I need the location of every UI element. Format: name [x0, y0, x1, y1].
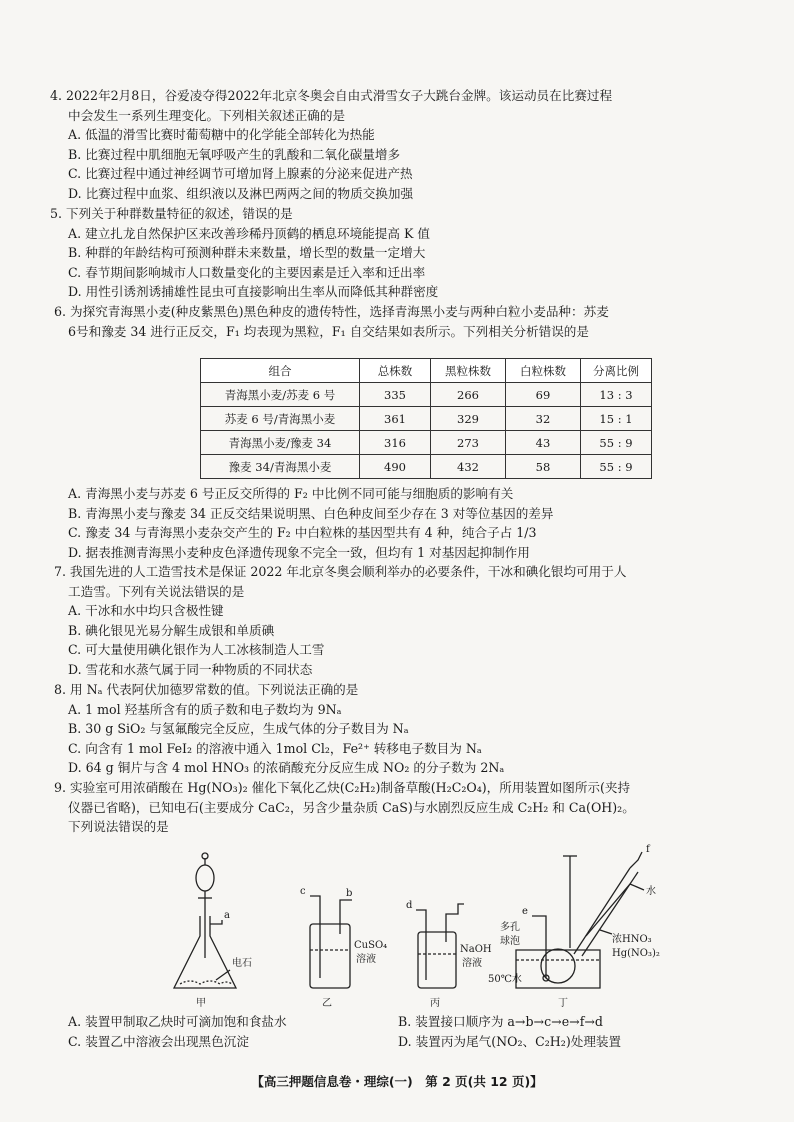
table-cell: 青海黑小麦/苏麦 6 号: [201, 383, 360, 407]
table-header-cell: 总株数: [360, 359, 431, 383]
naoh-solution-label: 溶液: [462, 958, 482, 969]
table-cell: 32: [506, 407, 581, 431]
hg-nitrate-label: Hg(NO₃)₂: [612, 948, 660, 959]
q7-option-c: C. 可大量使用碘化银作为人工冰核制造人工雪: [68, 642, 325, 658]
table-row: [201, 407, 652, 431]
question-9-options: [68, 1012, 748, 1051]
table-cell: 329: [431, 407, 506, 431]
q6-option-d: D. 据表推测青海黑小麦种皮色泽遗传现象不完全一致，但均有 1 对基因起抑制作用: [68, 544, 530, 560]
q9-stem-line3: 下列说法错误的是: [68, 819, 169, 835]
cuso4-solution-label: 溶液: [356, 954, 376, 965]
table-cell: 青海黑小麦/豫麦 34: [201, 431, 360, 455]
table-row: [201, 383, 652, 407]
table-row: [201, 431, 652, 455]
q5-option-c: C. 春节期间影响城市人口数量变化的主要因素是迁入率和迁出率: [68, 264, 426, 280]
question-8: [54, 680, 748, 778]
q6-option-a: A. 青海黑小麦与苏麦 6 号正反交所得的 F₂ 中比例不同可能与细胞质的影响有关: [68, 486, 514, 501]
calcium-carbide-label: 电石: [232, 958, 252, 969]
q8-option-b: B. 30 g SiO₂ 与氢氟酸完全反应，生成气体的分子数目为 Nₐ: [68, 721, 409, 737]
table-header-cell: 白粒株数: [506, 359, 581, 383]
q4-option-c: C. 比赛过程中通过神经调节可增加肾上腺素的分泌来促进产热: [68, 166, 413, 182]
q4-option-d: D. 比赛过程中血浆、组织液以及淋巴两两之间的物质交换加强: [68, 185, 414, 201]
apparatus-yi-label: 乙: [322, 998, 332, 1009]
q4-option-a: A. 低温的滑雪比赛时葡萄糖中的化学能全部转化为热能: [68, 127, 375, 143]
port-b-label: b: [346, 888, 353, 899]
port-d-label: d: [406, 900, 413, 911]
apparatus-figure: [160, 838, 720, 1010]
table-header-cell: 黑粒株数: [431, 359, 506, 383]
q7-option-b: B. 碘化银见光易分解生成银和单质碘: [68, 622, 275, 638]
q4-option-b: B. 比赛过程中肌细胞无氧呼吸产生的乳酸和二氧化碳量增多: [68, 146, 401, 162]
q7-stem-line2: 工造雪。下列有关说法错误的是: [68, 583, 245, 599]
q9-option-d: D. 装置丙为尾气(NO₂、C₂H₂)处理装置: [398, 1033, 622, 1049]
q6-stem-line1: 6. 为探究青海黑小麦(种皮紫黑色)黑色种皮的遗传特性，选择青海黑小麦与两种白粒小麦品种：苏麦: [54, 304, 609, 319]
table-cell: 432: [431, 455, 506, 479]
table-header-row: [201, 359, 652, 383]
q7-option-d: D. 雪花和水蒸气属于同一种物质的不同状态: [68, 661, 313, 677]
question-4: [50, 86, 748, 204]
naoh-label: NaOH: [460, 944, 492, 955]
question-5: [50, 204, 748, 302]
porous-bulb-label-1: 多孔: [500, 922, 520, 933]
bottle-bing: [416, 904, 464, 988]
question-7: [54, 562, 748, 680]
question-6-options: [68, 484, 748, 562]
q4-stem-line2: 中会发生一系列生理变化。下列相关叙述正确的是: [68, 107, 346, 123]
q8-stem: 8. 用 Nₐ 代表阿伏加德罗常数的值。下列说法正确的是: [54, 682, 359, 697]
table-cell: 361: [360, 407, 431, 431]
table-cell: 55 : 9: [581, 455, 652, 479]
cuso4-label: CuSO₄: [354, 940, 388, 951]
apparatus-bing-label: 丙: [430, 998, 440, 1009]
q9-options-row-1: [68, 1012, 748, 1032]
port-a-label: a: [224, 910, 230, 921]
q8-option-c: C. 向含有 1 mol FeI₂ 的溶液中通入 1mol Cl₂，Fe²⁺ 转移电子数目为 Nₐ: [68, 740, 482, 756]
q5-option-b: B. 种群的年龄结构可预测种群未来数量，增长型的数量一定增大: [68, 245, 426, 261]
q5-option-a: A. 建立扎龙自然保护区来改善珍稀丹顶鹤的栖息环境能提高 K 值: [68, 225, 430, 241]
q5-stem: 5. 下列关于种群数量特征的叙述，错误的是: [50, 206, 293, 221]
table-cell: 55 : 9: [581, 431, 652, 455]
q9-option-a: A. 装置甲制取乙炔时可滴加饱和食盐水: [68, 1014, 287, 1029]
port-c-label: c: [300, 886, 306, 897]
apparatus-jia-label: 甲: [196, 998, 206, 1009]
question-6: [54, 302, 748, 341]
bottle-yi: [310, 896, 352, 988]
port-f-label: f: [646, 844, 650, 855]
q9-stem-line1: 9. 实验室可用浓硝酸在 Hg(NO₃)₂ 催化下氧化乙炔(C₂H₂)制备草酸(H₂C₂O₄)，所用装置如图所示(夹持: [54, 780, 631, 795]
table-header-cell: 组合: [201, 359, 360, 383]
water-bath-label: 50℃水: [488, 974, 522, 985]
question-9: [54, 778, 748, 837]
porous-bulb-label-2: 球泡: [500, 936, 520, 947]
q7-option-a: A. 干冰和水中均只含极性键: [68, 603, 224, 619]
table-cell: 13 : 3: [581, 383, 652, 407]
table-row: [201, 455, 652, 479]
table-cell: 43: [506, 431, 581, 455]
port-e-label: e: [522, 906, 528, 917]
table-header-cell: 分离比例: [581, 359, 652, 383]
q7-stem-line1: 7. 我国先进的人工造雪技术是保证 2022 年北京冬奥会顺利举办的必要条件，干冰和碘化银均可用于人: [54, 564, 627, 579]
table-cell: 豫麦 34/青海黑小麦: [201, 455, 360, 479]
q6-option-b: B. 青海黑小麦与豫麦 34 正反交结果说明黑、白色种皮间至少存在 3 对等位基因的差异: [68, 505, 554, 521]
q8-option-a: A. 1 mol 羟基所含有的质子数和电子数均为 9Nₐ: [68, 701, 342, 717]
table-cell: 266: [431, 383, 506, 407]
page-footer: 【高三押题信息卷・理综(一) 第 2 页(共 12 页)】: [251, 1074, 543, 1089]
q5-option-d: D. 用性引诱剂诱捕雄性昆虫可直接影响出生率从而降低其种群密度: [68, 284, 439, 300]
table-cell: 335: [360, 383, 431, 407]
table-cell: 58: [506, 455, 581, 479]
table-cell: 15 : 1: [581, 407, 652, 431]
q8-option-d: D. 64 g 铜片与含 4 mol HNO₃ 的浓硝酸充分反应生成 NO₂ 的分子数为 2Nₐ: [68, 760, 505, 776]
q9-option-c: C. 装置乙中溶液会出现黑色沉淀: [68, 1033, 249, 1049]
conc-hno3-label: 浓HNO₃: [612, 934, 652, 945]
table-cell: 苏麦 6 号/青海黑小麦: [201, 407, 360, 431]
table-cell: 490: [360, 455, 431, 479]
q9-options-row-2: [68, 1032, 748, 1052]
q6-stem-line2: 6号和豫麦 34 进行正反交，F₁ 均表现为黑粒，F₁ 自交结果如表所示。下列相关分析错误的是: [68, 323, 589, 339]
table-cell: 273: [431, 431, 506, 455]
table-cell: 316: [360, 431, 431, 455]
q9-option-b: B. 装置接口顺序为 a→b→c→e→f→d: [398, 1014, 603, 1029]
table-cell: 69: [506, 383, 581, 407]
apparatus-ding-label: 丁: [558, 998, 568, 1009]
q4-stem-line1: 4. 2022年2月8日，谷爱凌夺得2022年北京冬奥会自由式滑雪女子大跳台金牌。该运动员在比赛过程: [50, 88, 613, 103]
results-table: [200, 358, 652, 479]
water-label: 水: [646, 886, 656, 897]
q6-option-c: C. 豫麦 34 与青海黑小麦杂交产生的 F₂ 中白粒株的基因型共有 4 种，纯合子占 1/3: [68, 525, 537, 541]
flask-ding: [516, 852, 644, 988]
q9-stem-line2: 仪器已省略)，已知电石(主要成分 CaC₂，另含少量杂质 CaS)与水剧烈反应生成 C₂H₂ 和 Ca(OH)₂。: [68, 799, 635, 815]
